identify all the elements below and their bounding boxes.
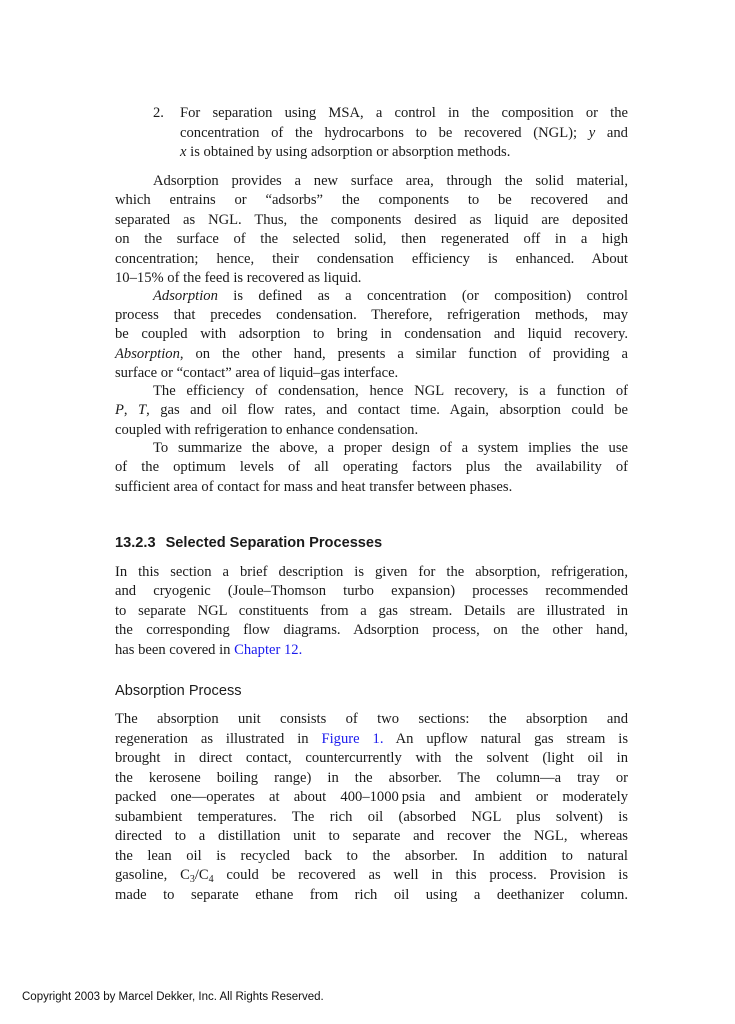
variable-t: T <box>138 402 147 419</box>
section-heading <box>115 534 382 553</box>
text-run: , <box>123 402 139 419</box>
paragraph-line: the kerosene boiling range) in the absorber. The column—a tray or <box>115 769 628 786</box>
paragraph-line: and cryogenic (Joule–Thomson turbo expansion) processes recommended <box>115 583 628 600</box>
paragraph-line: To summarize the above, a proper design of a system implies the use <box>153 440 628 456</box>
paragraph-line: be coupled with adsorption to bring in condensation and liquid recovery. <box>115 326 628 343</box>
paragraph-line: on the surface of the selected solid, then regenerated off in a high <box>115 231 628 248</box>
paragraph-line: the lean oil is recycled back to the absorber. In addition to natural <box>115 847 628 864</box>
paragraph-line: separated as NGL. Thus, the components desired as liquid are deposited <box>115 211 628 228</box>
paragraph-line: made to separate ethane from rich oil using a deethanizer column. <box>115 886 628 903</box>
paragraph-line <box>115 345 628 364</box>
variable-x: x <box>180 144 187 160</box>
section-number: 13.2.3 <box>115 535 156 551</box>
text-run: concentration of the hydrocarbons to be recovered (NGL); <box>180 124 578 141</box>
copyright-footer: Copyright 2003 by Marcel Dekker, Inc. All Rights Reserved. <box>22 991 324 1003</box>
variable-y: y <box>588 124 596 141</box>
list-item-number: 2. <box>153 105 164 121</box>
text-run: regeneration as illustrated in <box>115 730 309 747</box>
paragraph-line <box>115 401 628 420</box>
section-title: Selected Separation Processes <box>165 535 383 551</box>
paragraph-line: subambient temperatures. The rich oil (absorbed NGL plus solvent) is <box>115 808 628 825</box>
paragraph-line: to separate NGL constituents from a gas stream. Details are illustrated in <box>115 602 628 619</box>
variable-p: P <box>115 402 124 419</box>
text-run: , gas and oil flow rates, and contact time. Again, absorption could be <box>146 402 629 419</box>
chapter-link[interactable]: Chapter 12. <box>234 641 303 658</box>
paragraph-line: of the optimum levels of all operating factors plus the availability of <box>115 459 628 476</box>
subsection-heading: Absorption Process <box>115 683 242 699</box>
text-run: , on the other hand, presents a similar function of providing a <box>179 345 628 362</box>
term-adsorption: Adsorption <box>153 287 218 304</box>
paragraph-line: The absorption unit consists of two sections: the absorption and <box>115 711 628 727</box>
text-run: An upflow natural gas stream is <box>395 730 629 747</box>
paragraph-line: concentration; hence, their condensation efficiency is enhanced. About <box>115 250 628 267</box>
paragraph-line: directed to a distillation unit to separate and recover the NGL, whereas <box>115 828 628 844</box>
paragraph-line: surface or “contact” area of liquid–gas interface. <box>115 365 399 382</box>
paragraph-line: process that precedes condensation. Therefore, refrigeration methods, may <box>115 306 628 323</box>
text-run: could be recovered as well in this process. Provision is <box>213 867 628 883</box>
paragraph-line: The efficiency of condensation, hence NGL recovery, is a function of <box>153 383 628 399</box>
term-absorption: Absorption <box>115 345 180 362</box>
paragraph-line: 10–15% of the feed is recovered as liquid. <box>115 270 362 286</box>
text-run: has been covered in <box>115 641 231 658</box>
paragraph-line <box>153 287 628 306</box>
list-item-line-1: For separation using MSA, a control in the composition or the <box>180 105 628 121</box>
list-item-line-2 <box>180 124 628 143</box>
subscript: 4 <box>208 874 214 885</box>
paragraph-line <box>115 641 628 660</box>
paragraph-line: which entrains or “adsorbs” the components to be recovered and <box>115 192 628 209</box>
text-run: /C <box>194 867 209 883</box>
text-run: is obtained by using adsorption or absorption methods. <box>190 144 511 160</box>
list-item-line-3 <box>180 143 628 162</box>
figure-link[interactable]: Figure 1. <box>321 730 384 747</box>
paragraph-line: packed one—operates at about 400–1000 psia and ambient or moderately <box>115 789 628 805</box>
text-run: is defined as a concentration (or composition) control <box>233 287 628 304</box>
paragraph-line <box>115 730 628 749</box>
text-run: gasoline, C <box>115 867 190 883</box>
paragraph-line: In this section a brief description is given for the absorption, refrigeration, <box>115 564 628 580</box>
paragraph-line: coupled with refrigeration to enhance condensation. <box>115 421 419 438</box>
paragraph-line: brought in direct contact, countercurrently with the solvent (light oil in <box>115 750 628 766</box>
paragraph-line: Adsorption provides a new surface area, through the solid material, <box>153 173 628 189</box>
subscript: 3 <box>189 874 195 885</box>
paragraph-line: sufficient area of contact for mass and heat transfer between phases. <box>115 478 513 495</box>
paragraph-line: the corresponding flow diagrams. Adsorption process, on the other hand, <box>115 622 628 639</box>
paragraph-line <box>115 866 628 885</box>
text-run: and <box>606 124 628 141</box>
